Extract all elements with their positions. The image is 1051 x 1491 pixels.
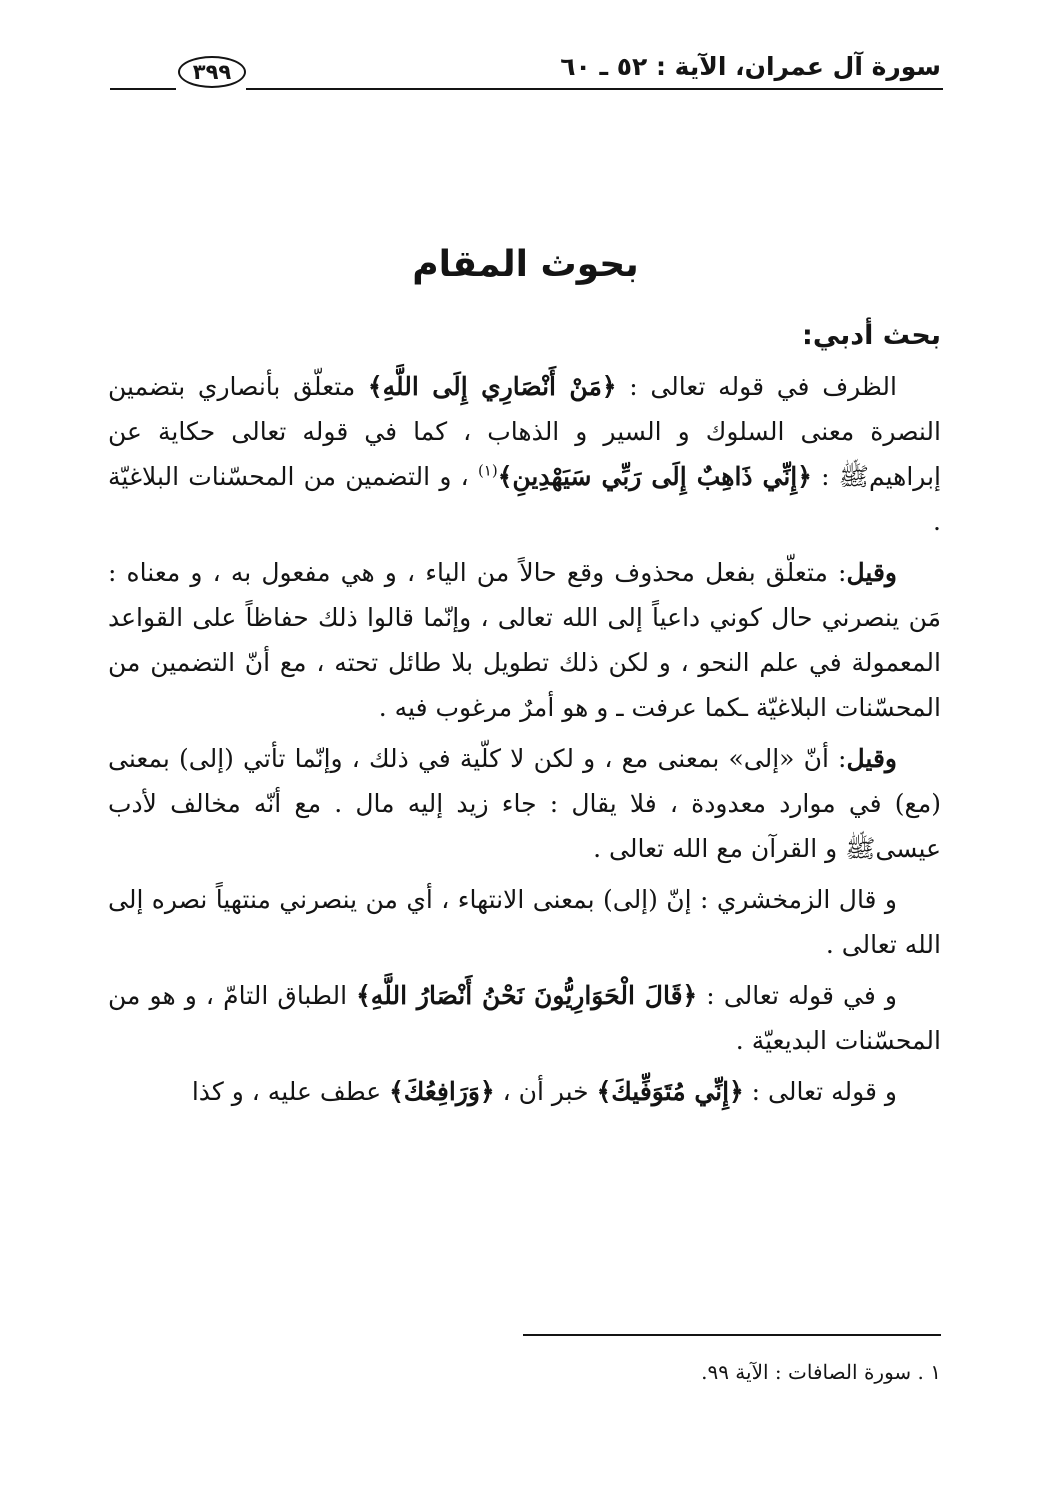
text-run: و في قوله تعالى : (697, 981, 897, 1010)
paragraph-3 (108, 736, 941, 871)
quran-verse: ﴿إِنِّي مُتَوَفِّيكَ﴾ (596, 1077, 744, 1106)
lead-word: وقيل (846, 744, 897, 773)
quran-verse: ﴿إِنِّي ذَاهِبٌ إِلَى رَبِّي سَيَهْدِينِ﴾ (497, 462, 812, 491)
paragraph-6 (108, 1069, 941, 1114)
text-run: خبر أن ، (494, 1077, 597, 1106)
text-run: ، و التضمين من المحسّنات البلاغيّة . (108, 462, 941, 536)
text-run: متعلّق بأنصاري بتضمين النصرة معنى السلوك و السير و الذهاب ، كما في قوله تعالى حكاية عن إبراهيمﷺ : (108, 372, 941, 491)
text-run: : أنّ «إلى» بمعنى مع ، و لكن لا كلّية في ذلك ، وإنّما تأتي (إلى) بمعنى (مع) في موارد معدودة ، فلا يقال : جاء زيد إليه مال . مع أنّه مخالف لأدب عيسىﷺ و القرآن مع الله تعالى . (108, 744, 941, 863)
text-run: و قال الزمخشري : إنّ (إلى) بمعنى الانتهاء ، أي من ينصرني منتهياً نصره إلى الله تعالى . (108, 885, 941, 959)
body-text (108, 364, 941, 1120)
paragraph-4 (108, 877, 941, 967)
section-title: بحوث المقام (412, 244, 639, 285)
text-run: الظرف في قوله تعالى : (616, 372, 897, 401)
paragraph-5 (108, 973, 941, 1063)
quran-verse: ﴿مَنْ أَنْصَارِي إِلَى اللَّهِ﴾ (367, 372, 617, 401)
running-head: سورة آل عمران، الآية : ٥٢ ـ ٦٠ (560, 52, 941, 81)
lead-word: وقيل (846, 558, 897, 587)
text-run: : متعلّق بفعل محذوف وقع حالاً من الياء ، و هي مفعول به ، و معناه : مَن ينصرني حال كوني داعياً إلى الله تعالى ، وإنّما قالوا ذلك حفاظاً على القواعد المعمولة في علم النحو ، و لكن ذلك تطويل بلا طائل تحته ، مع أنّ التضمين من المحسّنات البلاغيّة ـكما عرفت ـ و هو أمرٌ مرغوب فيه . (108, 558, 941, 722)
paragraph-2 (108, 550, 941, 730)
text-run: عطف عليه ، و كذا (191, 1077, 390, 1106)
footnote-marker[interactable]: (١) (477, 461, 498, 480)
footnote: ١ . سورة الصافات : الآية ٩٩. (701, 1360, 941, 1384)
quran-verse: ﴿قَالَ الْحَوَارِيُّونَ نَحْنُ أَنْصَارُ اللَّهِ﴾ (356, 981, 698, 1010)
quran-verse: ﴿وَرَافِعُكَ﴾ (389, 1077, 495, 1106)
text-run: الطباق التامّ ، و هو من المحسّنات البديعيّة . (108, 981, 941, 1055)
subheading: بحث أدبي: (802, 320, 941, 351)
footnote-rule (523, 1334, 941, 1336)
paragraph-1 (108, 364, 941, 544)
text-run: و قوله تعالى : (743, 1077, 897, 1106)
page-number: ٣٩٩ (178, 56, 246, 88)
